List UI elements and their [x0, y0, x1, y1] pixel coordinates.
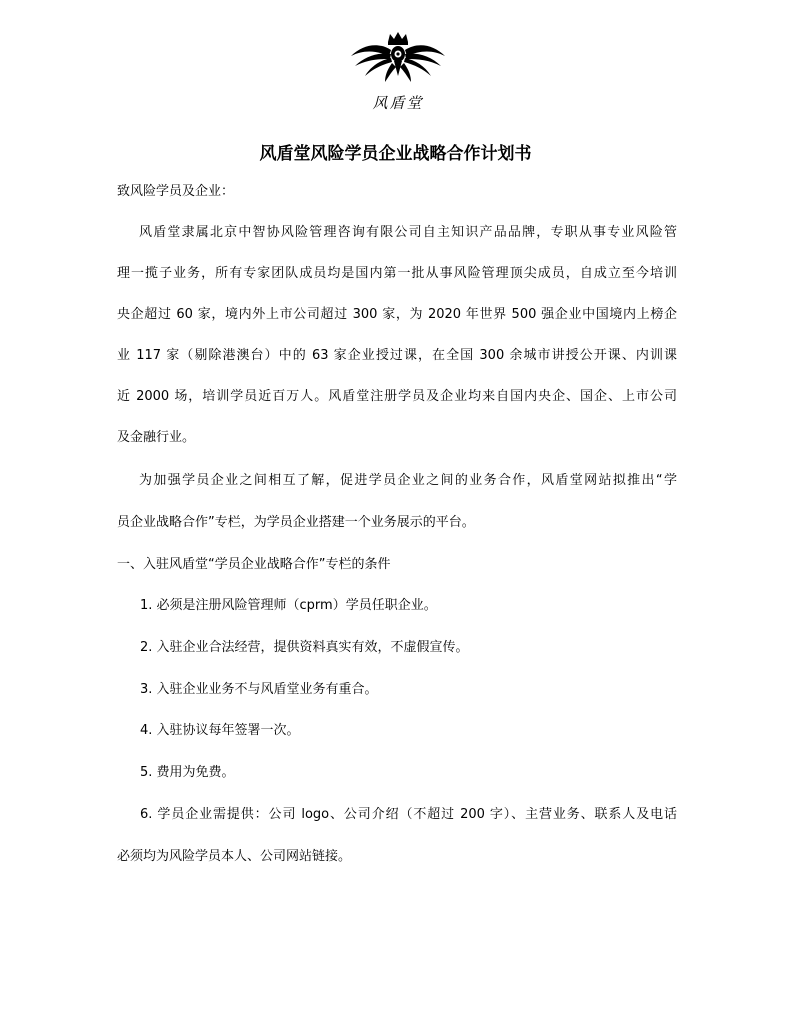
condition-item: 2. 入驻企业合法经营，提供资料真实有效，不虚假宣传。	[140, 640, 469, 655]
intro-line: 近 2000 场，培训学员近百万人。风盾堂注册学员及企业均来自国内央企、国企、上市公司	[117, 389, 677, 404]
purpose-line: 为加强学员企业之间相互了解，促进学员企业之间的业务合作，风盾堂网站拟推出“学	[139, 473, 677, 488]
intro-line: 央企超过 60 家，境内外上市公司超过 300 家，为 2020 年世界 500 强企业中国境内上榜企	[117, 307, 677, 322]
condition-item: 3. 入驻企业业务不与风盾堂业务有重合。	[140, 682, 378, 697]
salutation: 致风险学员及企业：	[117, 184, 235, 199]
intro-line: 理一揽子业务，所有专家团队成员均是国内第一批从事风险管理顶尖成员，自成立至今培训	[117, 266, 677, 281]
condition-item: 4. 入驻协议每年签署一次。	[140, 723, 300, 738]
intro-line: 业 117 家（剔除港澳台）中的 63 家企业授过课，在全国 300 余城市讲授公开课、内训课	[117, 348, 677, 363]
condition-item: 5. 费用为免费。	[140, 765, 235, 780]
document-title: 风盾堂风险学员企业战略合作计划书	[259, 144, 532, 164]
logo-text: 风盾堂	[372, 94, 424, 112]
intro-line: 及金融行业。	[117, 430, 196, 445]
section-heading: 一、入驻风盾堂“学员企业战略合作”专栏的条件	[117, 557, 391, 572]
intro-line: 风盾堂隶属北京中智协风险管理咨询有限公司自主知识产品品牌，专职从事专业风险管	[139, 225, 677, 240]
eagle-crest-icon	[343, 30, 453, 92]
condition-item: 1. 必须是注册风险管理师（cprm）学员任职企业。	[140, 598, 437, 613]
condition-item: 6. 学员企业需提供：公司 logo、公司介绍（不超过 200 字）、主营业务、联系人及电话	[140, 807, 677, 822]
condition-continuation: 必须均为风险学员本人、公司网站链接。	[117, 849, 352, 864]
purpose-line: 员企业战略合作”专栏，为学员企业搭建一个业务展示的平台。	[117, 515, 475, 530]
